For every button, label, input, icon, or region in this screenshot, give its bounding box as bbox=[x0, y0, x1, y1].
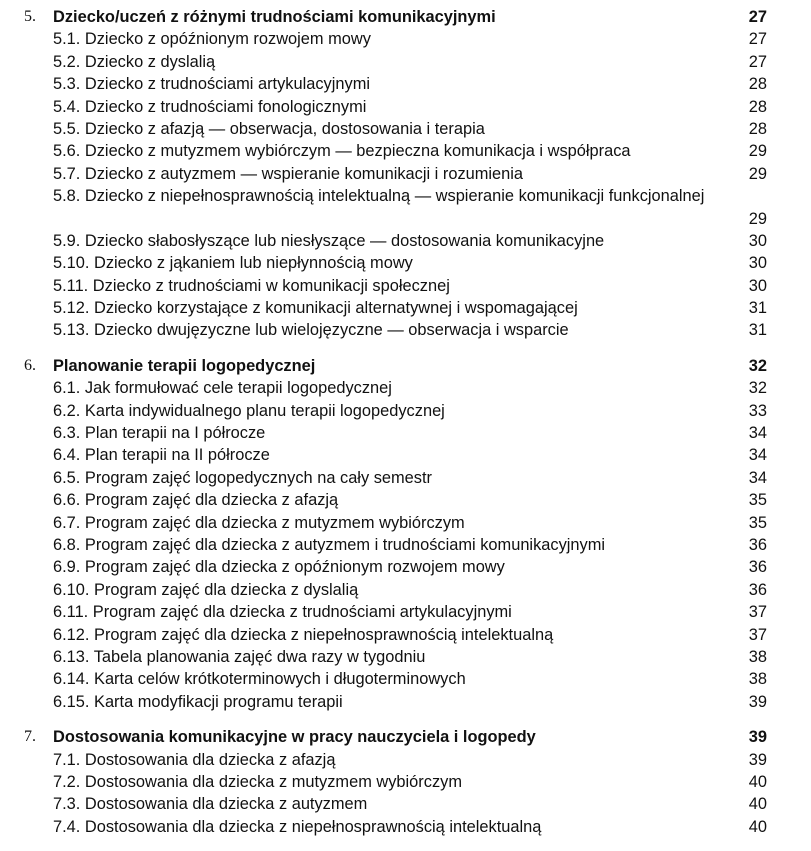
entry-title: 5.3. Dziecko z trudnościami artykulacyjnymi bbox=[53, 75, 370, 94]
entry-title: 7.1. Dostosowania dla dziecka z afazją bbox=[53, 750, 336, 769]
toc-entry[interactable] bbox=[0, 377, 811, 399]
entry-page-number: 36 bbox=[748, 536, 767, 554]
toc-entry[interactable] bbox=[0, 118, 811, 140]
toc-chapter bbox=[0, 6, 811, 342]
toc-entry[interactable] bbox=[0, 51, 811, 73]
chapter-number: 5. bbox=[24, 8, 36, 25]
toc-entry[interactable] bbox=[0, 534, 811, 556]
entry-page-number: 30 bbox=[748, 276, 767, 295]
entry-title: 5.6. Dziecko z mutyzmem wybiórczym — bezpieczna komunikacja i współpraca bbox=[53, 142, 631, 161]
entry-title: 6.2. Karta indywidualnego planu terapii logopedycznej bbox=[53, 401, 445, 420]
entry-title: 5.13. Dziecko dwujęzyczne lub wielojęzyczne — obserwacja i wsparcie bbox=[53, 321, 569, 340]
chapter-heading[interactable] bbox=[0, 355, 811, 377]
entry-page-number: 39 bbox=[748, 692, 767, 711]
entry-page-number: 40 bbox=[748, 772, 767, 791]
entry-page-number: 30 bbox=[748, 254, 767, 273]
entry-title: 6.4. Plan terapii na II półrocze bbox=[53, 446, 270, 465]
toc-chapter bbox=[0, 726, 811, 838]
toc-entry[interactable] bbox=[0, 275, 811, 297]
entry-page-number: 36 bbox=[748, 558, 767, 577]
toc-entry[interactable] bbox=[0, 793, 811, 815]
entry-page-number: 28 bbox=[748, 75, 767, 94]
entry-title: 5.2. Dziecko z dyslalią bbox=[53, 52, 216, 71]
toc-entry[interactable] bbox=[0, 319, 811, 341]
toc-entry[interactable] bbox=[0, 467, 811, 489]
entry-title: 5.7. Dziecko z autyzmem — wspieranie komunikacji i rozumienia bbox=[53, 164, 524, 183]
toc-entry[interactable] bbox=[0, 691, 811, 713]
entry-title: 5.4. Dziecko z trudnościami fonologicznymi bbox=[53, 97, 367, 116]
toc-entry[interactable] bbox=[0, 668, 811, 690]
toc-entry[interactable] bbox=[0, 556, 811, 578]
entry-page-number: 32 bbox=[748, 379, 767, 398]
toc-entry[interactable] bbox=[0, 422, 811, 444]
entry-title: 5.1. Dziecko z opóźnionym rozwojem mowy bbox=[53, 30, 371, 49]
entry-title: 6.10. Program zajęć dla dziecka z dyslalią bbox=[53, 580, 359, 599]
chapter-title: Dziecko/uczeń z różnymi trudnościami komunikacyjnymi bbox=[53, 8, 496, 26]
entry-title: 6.9. Program zajęć dla dziecka z opóźnionym rozwojem mowy bbox=[53, 558, 505, 577]
entry-page-number: 38 bbox=[748, 647, 767, 666]
chapter-number: 7. bbox=[24, 728, 36, 746]
entry-page-number: 40 bbox=[748, 817, 767, 836]
entry-title: 6.11. Program zajęć dla dziecka z trudnościami artykulacyjnymi bbox=[53, 603, 512, 622]
entry-title: 5.11. Dziecko z trudnościami w komunikacji społecznej bbox=[53, 276, 450, 295]
chapter-page-number: 32 bbox=[748, 356, 767, 375]
entry-page-number: 37 bbox=[748, 603, 767, 622]
entry-title: 7.2. Dostosowania dla dziecka z mutyzmem wybiórczym bbox=[53, 772, 462, 791]
entry-title: 6.3. Plan terapii na I półrocze bbox=[53, 424, 266, 443]
entry-title: 6.14. Karta celów krótkoterminowych i długoterminowych bbox=[53, 670, 466, 689]
chapter-title: Dostosowania komunikacyjne w pracy nauczyciela i logopedy bbox=[53, 728, 536, 747]
entry-title: 6.12. Program zajęć dla dziecka z niepełnosprawnością intelektualną bbox=[53, 625, 554, 644]
toc-entry[interactable] bbox=[0, 816, 811, 838]
entry-page-number: 37 bbox=[748, 625, 767, 644]
entry-title: 6.15. Karta modyfikacji programu terapii bbox=[53, 692, 343, 711]
entry-page-number: 36 bbox=[748, 580, 767, 599]
chapter-title: Planowanie terapii logopedycznej bbox=[53, 356, 316, 375]
entry-title: 5.9. Dziecko słabosłyszące lub niesłyszące — dostosowania komunikacyjne bbox=[53, 231, 605, 250]
toc-entry[interactable] bbox=[0, 489, 811, 511]
toc-chapter bbox=[0, 355, 811, 713]
toc-entry[interactable] bbox=[0, 297, 811, 319]
entry-page-number: 40 bbox=[748, 795, 767, 814]
chapter-heading[interactable] bbox=[0, 6, 811, 28]
entry-page-number: 35 bbox=[748, 513, 767, 532]
toc-entry[interactable] bbox=[0, 646, 811, 668]
entry-page-number: 30 bbox=[748, 231, 767, 250]
entry-page-number: 31 bbox=[748, 321, 767, 340]
entry-title: 6.13. Tabela planowania zajęć dwa razy w tygodniu bbox=[53, 647, 426, 666]
toc-entry[interactable] bbox=[0, 163, 811, 185]
toc-entry[interactable] bbox=[0, 512, 811, 534]
entry-page-number: 35 bbox=[748, 491, 767, 510]
entry-title: 7.4. Dostosowania dla dziecka z niepełnosprawnością intelektualną bbox=[53, 817, 542, 836]
toc-entry[interactable] bbox=[0, 749, 811, 771]
chapter-heading[interactable] bbox=[0, 726, 811, 748]
entry-page-number: 31 bbox=[748, 299, 767, 318]
entry-page-number: 34 bbox=[748, 446, 767, 465]
entry-title: 5.5. Dziecko z afazją — obserwacja, dostosowania i terapia bbox=[53, 119, 485, 138]
chapter-page-number: 39 bbox=[748, 728, 767, 747]
entry-title: 6.8. Program zajęć dla dziecka z autyzmem i trudnościami komunikacyjnymi bbox=[53, 536, 606, 554]
entry-title: 5.8. Dziecko z niepełnosprawnością intelektualną — wspieranie komunikacji funkcjonalnej bbox=[53, 187, 705, 206]
entry-page-number: 27 bbox=[748, 52, 767, 71]
entry-page-number: 28 bbox=[748, 119, 767, 138]
toc-entry[interactable] bbox=[0, 73, 811, 95]
toc-entry[interactable] bbox=[0, 444, 811, 466]
toc-entry[interactable] bbox=[0, 579, 811, 601]
entry-page-number: 28 bbox=[748, 97, 767, 116]
toc-entry[interactable] bbox=[0, 230, 811, 252]
entry-page-number: 27 bbox=[748, 30, 767, 49]
toc-entry[interactable] bbox=[0, 624, 811, 646]
toc-entry[interactable] bbox=[0, 96, 811, 118]
toc-entry[interactable] bbox=[0, 140, 811, 162]
chapter-number: 6. bbox=[24, 356, 36, 374]
entry-title: 6.7. Program zajęć dla dziecka z mutyzmem wybiórczym bbox=[53, 513, 465, 532]
toc-entry[interactable] bbox=[0, 28, 811, 50]
entry-page-number: 33 bbox=[748, 401, 767, 420]
entry-page-number: 29 bbox=[748, 142, 767, 161]
entry-title: 5.12. Dziecko korzystające z komunikacji alternatywnej i wspomagającej bbox=[53, 299, 578, 318]
toc-entry[interactable] bbox=[0, 771, 811, 793]
chapter-page-number: 27 bbox=[748, 8, 767, 26]
entry-title: 6.1. Jak formułować cele terapii logopedycznej bbox=[53, 379, 392, 398]
entry-title: 6.6. Program zajęć dla dziecka z afazją bbox=[53, 491, 339, 510]
toc-entry[interactable] bbox=[0, 601, 811, 623]
entry-page-number: 34 bbox=[748, 468, 767, 487]
entry-page-number: 38 bbox=[748, 670, 767, 689]
entry-page-number: 29 bbox=[748, 164, 767, 183]
entry-page-number: 29 bbox=[748, 209, 767, 228]
entry-title: 5.10. Dziecko z jąkaniem lub niepłynnością mowy bbox=[53, 254, 413, 273]
entry-page-number: 39 bbox=[748, 750, 767, 769]
table-of-contents bbox=[0, 6, 811, 851]
toc-entry[interactable] bbox=[0, 252, 811, 274]
toc-entry[interactable] bbox=[0, 185, 811, 230]
entry-title: 7.3. Dostosowania dla dziecka z autyzmem bbox=[53, 795, 368, 814]
entry-title: 6.5. Program zajęć logopedycznych na cały semestr bbox=[53, 468, 432, 487]
entry-page-number: 34 bbox=[748, 424, 767, 443]
toc-entry[interactable] bbox=[0, 400, 811, 422]
